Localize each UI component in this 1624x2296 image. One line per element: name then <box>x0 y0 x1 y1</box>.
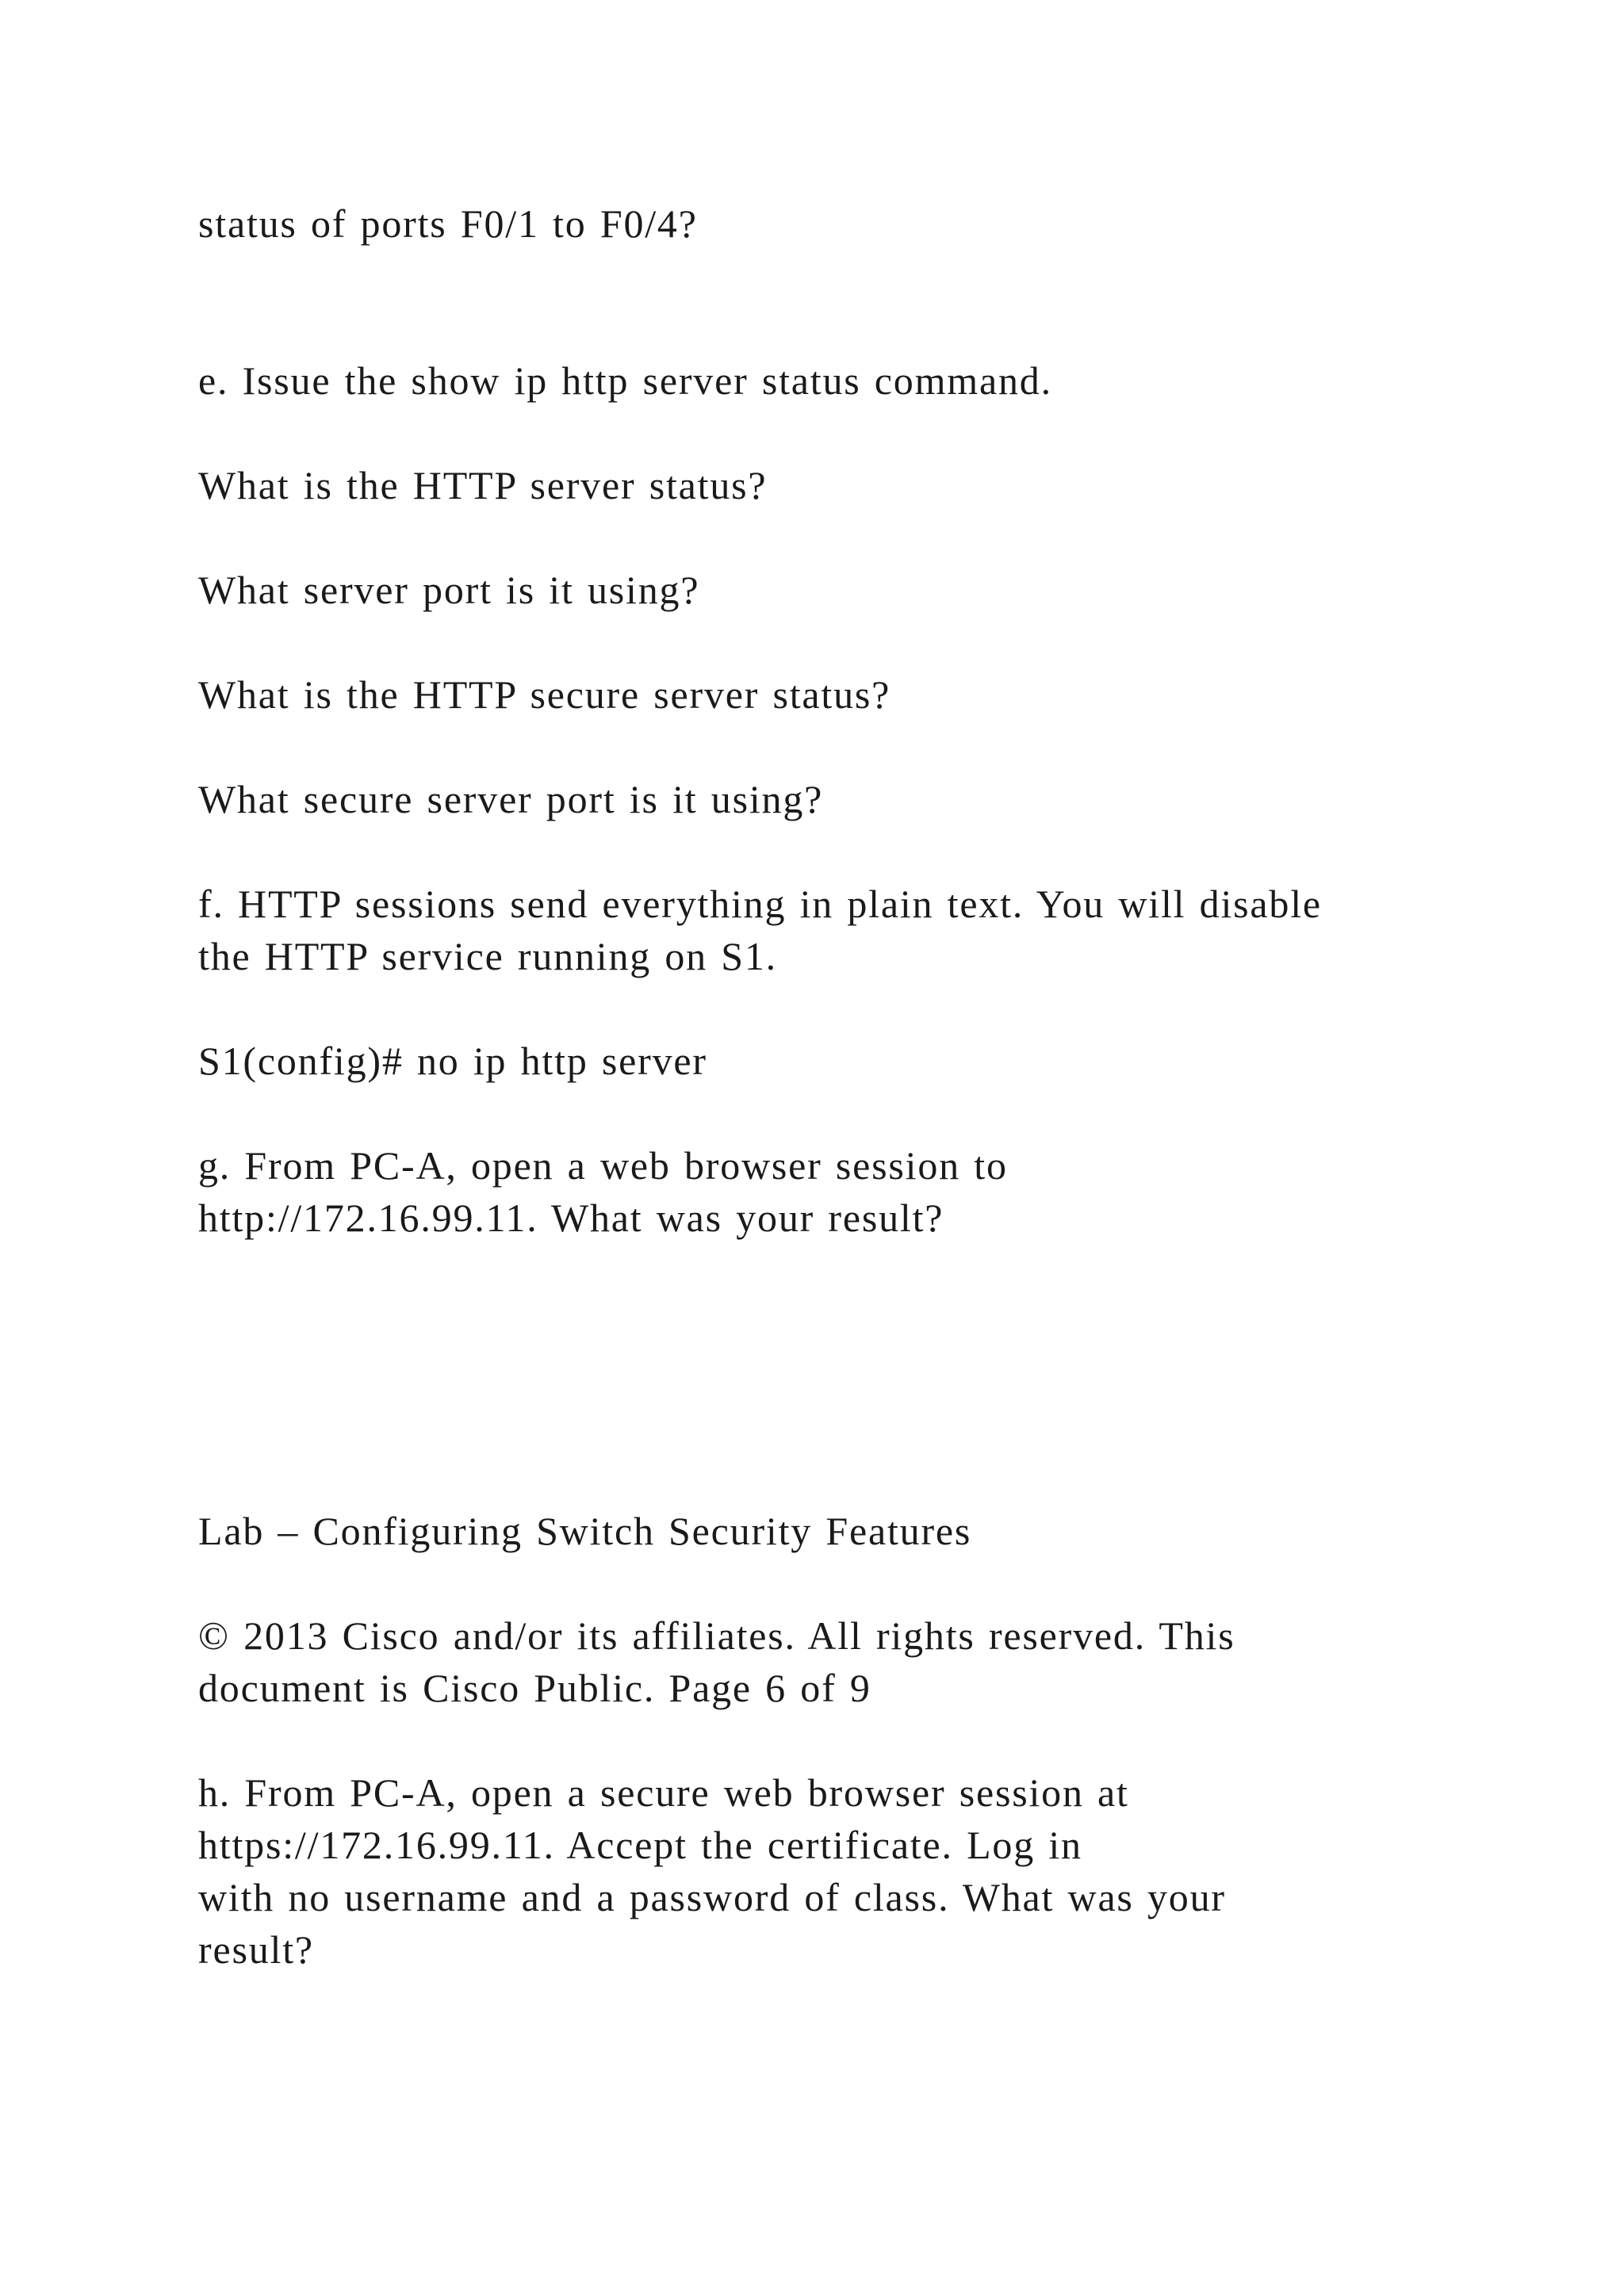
command-no-ip-http-server: S1(config)# no ip http server <box>198 1039 707 1083</box>
step-e-instruction: e. Issue the show ip http server status command. <box>198 358 1052 403</box>
step-h-line-3: with no username and a password of class. What was your <box>198 1875 1226 1919</box>
question-secure-server-status: What is the HTTP secure server status? <box>198 672 891 717</box>
text-line-ports-status: status of ports F0/1 to F0/4? <box>198 201 698 246</box>
step-f-line-1: f. HTTP sessions send everything in plain text. You will disable <box>198 882 1322 926</box>
copyright-line-1: © 2013 Cisco and/or its affiliates. All rights reserved. This <box>198 1613 1235 1658</box>
step-f-line-2: the HTTP service running on S1. <box>198 934 777 978</box>
step-g-line-1: g. From PC-A, open a web browser session to <box>198 1143 1008 1188</box>
question-secure-server-port: What secure server port is it using? <box>198 777 824 821</box>
step-h-line-4: result? <box>198 1927 314 1972</box>
page-header-lab-title: Lab – Configuring Switch Security Features <box>198 1509 972 1553</box>
step-h-line-1: h. From PC-A, open a secure web browser session at <box>198 1770 1129 1815</box>
question-server-port: What server port is it using? <box>198 568 700 612</box>
step-h-line-2: https://172.16.99.11. Accept the certificate. Log in <box>198 1823 1082 1867</box>
step-g-line-2: http://172.16.99.11. What was your result? <box>198 1196 944 1240</box>
question-http-server-status: What is the HTTP server status? <box>198 463 768 507</box>
copyright-line-2: document is Cisco Public. Page 6 of 9 <box>198 1666 871 1710</box>
